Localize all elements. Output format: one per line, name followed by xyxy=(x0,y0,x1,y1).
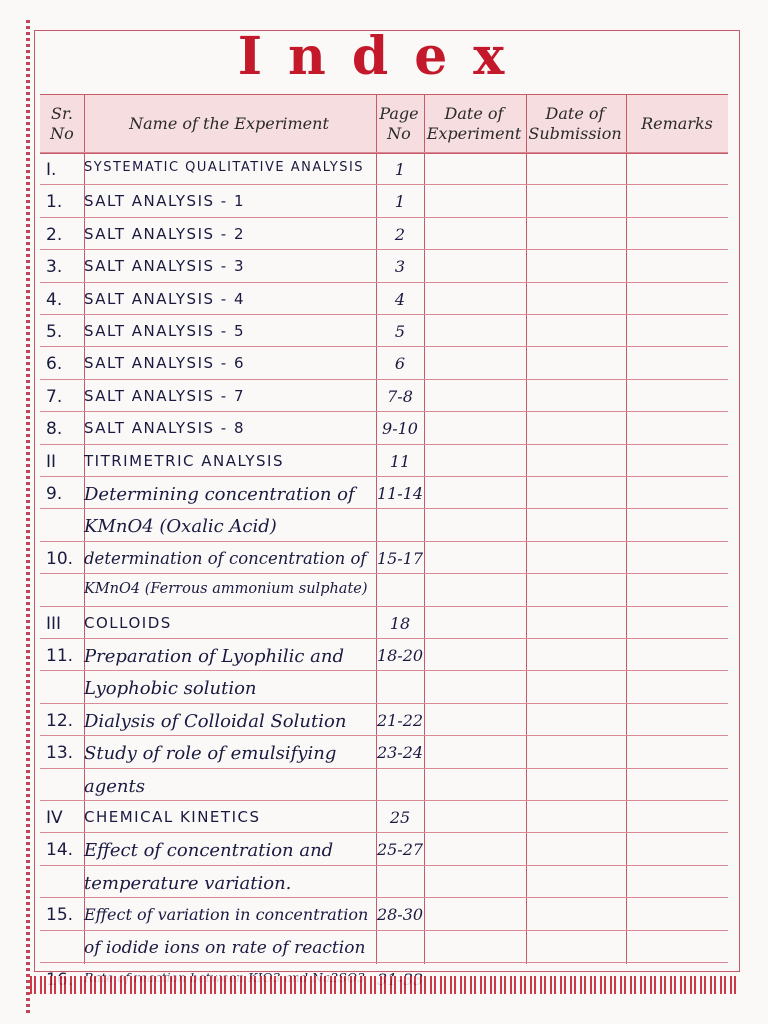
row-page-no: 18 xyxy=(389,614,411,633)
row-page-no: 18-20 xyxy=(376,646,424,665)
row-experiment-name: Preparation of Lyophilic and xyxy=(84,646,344,667)
row-sr-no: 2. xyxy=(46,225,63,245)
row-sr-no: 11. xyxy=(46,646,74,666)
ruled-line xyxy=(40,962,728,963)
ruled-line xyxy=(40,670,728,671)
row-experiment-name: SALT ANALYSIS - 8 xyxy=(84,419,246,437)
row-experiment-name: TITRIMETRIC ANALYSIS xyxy=(84,452,285,470)
row-sr-no: IV xyxy=(46,808,63,828)
header-sr-no: Sr. No xyxy=(50,104,74,143)
row-experiment-name: SALT ANALYSIS - 6 xyxy=(84,354,246,372)
row-experiment-name: Effect of concentration and xyxy=(84,840,334,861)
row-sr-no: 4. xyxy=(46,290,63,310)
row-page-no: 1 xyxy=(394,192,406,211)
row-experiment-name: SALT ANALYSIS - 3 xyxy=(84,257,246,275)
header-date-of-submission: Date of Submission xyxy=(528,104,622,143)
row-sr-no: 1. xyxy=(46,192,63,212)
ruled-line xyxy=(40,476,728,477)
row-experiment-name: KMnO4 (Oxalic Acid) xyxy=(84,516,277,537)
ruled-line xyxy=(40,184,728,185)
ruled-line xyxy=(40,865,728,866)
ruled-line xyxy=(40,768,728,769)
row-sr-no: II xyxy=(46,452,57,472)
row-experiment-name: Lyophobic solution xyxy=(84,678,257,699)
row-experiment-name: temperature variation. xyxy=(84,873,292,894)
ruled-line xyxy=(40,282,728,283)
row-experiment-name: SALT ANALYSIS - 1 xyxy=(84,192,246,210)
left-decorative-border xyxy=(26,20,30,1015)
row-experiment-name: Determining concentration of xyxy=(84,484,355,505)
ruled-line xyxy=(40,606,728,607)
row-page-no: 28-30 xyxy=(376,905,424,924)
row-page-no: 25-27 xyxy=(376,840,424,859)
ruled-line xyxy=(40,800,728,801)
ruled-line xyxy=(40,314,728,315)
row-sr-no: 5. xyxy=(46,322,63,342)
row-page-no: 15-17 xyxy=(376,549,424,568)
row-sr-no: 10. xyxy=(46,549,74,569)
row-sr-no: I. xyxy=(46,160,57,180)
row-page-no: 9-10 xyxy=(382,419,418,438)
row-sr-no: 3. xyxy=(46,257,63,277)
row-page-no: 2 xyxy=(394,225,406,244)
ruled-line xyxy=(40,638,728,639)
row-page-no: 6 xyxy=(394,354,406,373)
row-page-no: 11 xyxy=(389,452,411,471)
ruled-line xyxy=(40,832,728,833)
ruled-line xyxy=(40,379,728,380)
header-date-of-experiment: Date of Experiment xyxy=(426,104,522,143)
column-divider xyxy=(424,94,425,964)
row-experiment-name: SYSTEMATIC QUALITATIVE ANALYSIS xyxy=(84,160,365,175)
row-experiment-name: CHEMICAL KINETICS xyxy=(84,808,261,826)
ruled-line xyxy=(40,541,728,542)
column-divider xyxy=(526,94,527,964)
row-page-no: 11-14 xyxy=(376,484,424,503)
row-experiment-name: determination of concentration of xyxy=(84,549,367,568)
row-experiment-name: KMnO4 (Ferrous ammonium sulphate) xyxy=(84,581,368,597)
row-experiment-name: Dialysis of Colloidal Solution xyxy=(84,711,347,732)
row-page-no: 1 xyxy=(394,160,406,179)
row-sr-no: 6. xyxy=(46,354,63,374)
row-experiment-name: SALT ANALYSIS - 7 xyxy=(84,387,246,405)
row-sr-no: 12. xyxy=(46,711,74,731)
row-sr-no: 7. xyxy=(46,387,63,407)
row-sr-no: 9. xyxy=(46,484,63,504)
row-sr-no: 15. xyxy=(46,905,74,925)
ruled-line xyxy=(40,411,728,412)
row-experiment-name: COLLOIDS xyxy=(84,614,172,632)
row-experiment-name: of iodide ions on rate of reaction xyxy=(84,938,366,958)
ruled-line xyxy=(40,735,728,736)
row-experiment-name: agents xyxy=(84,776,145,797)
bottom-decorative-band xyxy=(30,976,738,994)
ruled-line xyxy=(40,930,728,931)
table-header xyxy=(40,94,728,154)
row-experiment-name: Effect of variation in concentration xyxy=(84,905,369,924)
row-sr-no: 8. xyxy=(46,419,63,439)
ruled-line xyxy=(40,703,728,704)
ruled-line xyxy=(40,444,728,445)
row-page-no: 21-22 xyxy=(376,711,424,730)
row-experiment-name: SALT ANALYSIS - 5 xyxy=(84,322,246,340)
ruled-line xyxy=(40,346,728,347)
row-sr-no: 14. xyxy=(46,840,74,860)
row-experiment-name: Study of role of emulsifying xyxy=(84,743,337,764)
row-page-no: 3 xyxy=(394,257,406,276)
row-page-no: 4 xyxy=(394,290,406,309)
ruled-line xyxy=(40,897,728,898)
row-experiment-name: SALT ANALYSIS - 2 xyxy=(84,225,246,243)
row-experiment-name: SALT ANALYSIS - 4 xyxy=(84,290,246,308)
header-experiment-name: Name of the Experiment xyxy=(129,114,329,133)
ruled-line xyxy=(40,508,728,509)
row-page-no: 23-24 xyxy=(376,743,424,762)
row-sr-no: 13. xyxy=(46,743,74,763)
ruled-line xyxy=(40,249,728,250)
row-page-no: 25 xyxy=(389,808,411,827)
row-page-no: 7-8 xyxy=(387,387,413,406)
column-divider xyxy=(626,94,627,964)
header-remarks: Remarks xyxy=(641,114,713,133)
ruled-line xyxy=(40,217,728,218)
row-page-no: 5 xyxy=(394,322,406,341)
ruled-line xyxy=(40,152,728,153)
page-title: Index xyxy=(237,26,531,87)
ruled-line xyxy=(40,573,728,574)
row-sr-no: III xyxy=(46,614,62,634)
header-page-no: Page No xyxy=(379,104,419,143)
